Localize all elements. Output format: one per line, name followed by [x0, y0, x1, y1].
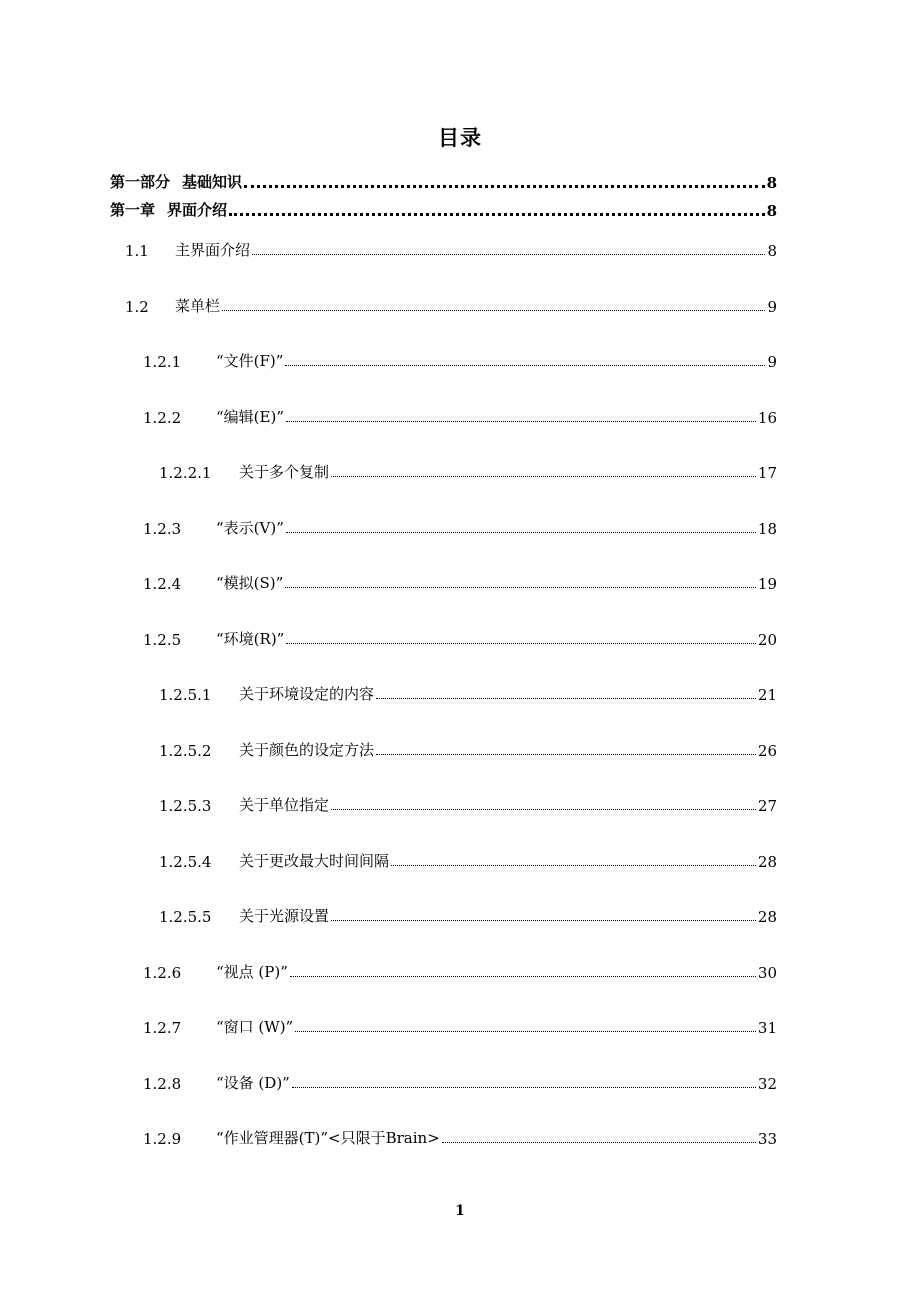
toc-leader-dots [252, 252, 765, 255]
toc-entry-text: “视点 (P)” [216, 963, 288, 981]
toc-entry[interactable] [110, 168, 777, 192]
toc-entry-text: 关于颜色的设定方法 [239, 741, 375, 759]
toc-entry-text: 基础知识 [182, 173, 243, 191]
toc-entry-text: 菜单栏 [175, 297, 221, 315]
toc-entry-number: 1.2.5 [143, 631, 182, 649]
toc-leader-dots [285, 585, 756, 588]
toc-leader-dots [376, 696, 756, 699]
toc-entry-number: 1.2.5.4 [159, 853, 212, 871]
toc-entry-number: 1.2.1 [143, 353, 182, 371]
toc-entry-page: 32 [757, 1075, 777, 1093]
toc-entry-number: 1.2.7 [143, 1019, 182, 1037]
toc-leader-dots [331, 474, 756, 477]
toc-entry-text: “文件(F)” [216, 352, 284, 370]
toc-leader-dots [442, 1140, 756, 1143]
toc-entry-number: 1.2.5.1 [159, 686, 212, 704]
toc-entry-page: 30 [757, 964, 777, 982]
toc-entry-text: 界面介绍 [167, 201, 228, 219]
toc-leader-dots [286, 530, 756, 533]
toc-entry[interactable] [143, 1124, 777, 1148]
toc-entry-page: 33 [757, 1130, 777, 1148]
toc-entry-number: 1.1 [125, 242, 149, 260]
toc-entry-page: 28 [757, 853, 777, 871]
toc-entry-page: 19 [757, 575, 777, 593]
toc-entry-text: “设备 (D)” [216, 1074, 290, 1092]
toc-entry-page: 18 [757, 520, 777, 538]
toc-entry[interactable] [159, 458, 777, 482]
toc-entry-text: “窗口 (W)” [216, 1018, 294, 1036]
toc-entry-number: 1.2 [125, 298, 149, 316]
toc-entry-page: 26 [757, 742, 777, 760]
toc-entry[interactable] [143, 403, 777, 427]
toc-entry-page: 17 [757, 464, 777, 482]
toc-leader-dots [244, 182, 765, 188]
toc-entry[interactable] [143, 569, 777, 593]
toc-leader-dots [222, 308, 765, 311]
toc-entry-text: 主界面介绍 [175, 241, 251, 259]
toc-leader-dots [331, 807, 756, 810]
toc-entry-page: 8 [766, 174, 777, 192]
toc-entry-page: 9 [767, 298, 777, 316]
toc-entry-number: 第一章 [110, 201, 156, 219]
toc-entry[interactable] [143, 1069, 777, 1093]
toc-entry[interactable] [159, 680, 777, 704]
toc-entry[interactable] [159, 902, 777, 926]
toc-leader-dots [391, 863, 756, 866]
toc-leader-dots [286, 641, 756, 644]
toc-entry-text: 关于光源设置 [239, 907, 330, 925]
toc-entry-page: 21 [757, 686, 777, 704]
toc-entry-page: 31 [757, 1019, 777, 1037]
toc-entry[interactable] [143, 958, 777, 982]
toc-entry[interactable] [125, 236, 777, 260]
toc-entry-number: 1.2.9 [143, 1130, 182, 1148]
toc-entry-number: 1.2.2 [143, 409, 182, 427]
toc-entry-text: “作业管理器(T)”<只限于Brain> [216, 1129, 440, 1147]
toc-leader-dots [292, 1085, 756, 1088]
toc-entry[interactable] [159, 736, 777, 760]
toc-entry-text: 关于更改最大时间间隔 [239, 852, 390, 870]
toc-leader-dots [229, 210, 765, 216]
toc-leader-dots [295, 1029, 756, 1032]
toc-leader-dots [286, 419, 756, 422]
toc-leader-dots [290, 974, 756, 977]
toc-entry-number: 1.2.3 [143, 520, 182, 538]
toc-entry-page: 8 [767, 242, 777, 260]
toc-entry-text: 关于环境设定的内容 [239, 685, 375, 703]
toc-entry-text: 关于单位指定 [239, 796, 330, 814]
toc-entry[interactable] [159, 847, 777, 871]
toc-entry[interactable] [159, 791, 777, 815]
toc-entry-text: “编辑(E)” [216, 408, 284, 426]
toc-entry[interactable] [125, 292, 777, 316]
toc-leader-dots [376, 752, 756, 755]
toc-entry-page: 16 [757, 409, 777, 427]
toc-entry-page: 9 [767, 353, 777, 371]
toc-entry-number: 1.2.5.2 [159, 742, 212, 760]
toc-entry[interactable] [143, 347, 777, 371]
toc-entry-text: 关于多个复制 [239, 463, 330, 481]
toc-entry[interactable] [143, 514, 777, 538]
toc-entry-number: 1.2.6 [143, 964, 182, 982]
toc-entry-number: 1.2.5.5 [159, 908, 212, 926]
toc-entry-text: “环境(R)” [216, 630, 285, 648]
toc-entry-number: 1.2.4 [143, 575, 182, 593]
toc-entry[interactable] [143, 1013, 777, 1037]
toc-entry-number: 1.2.2.1 [159, 464, 212, 482]
toc-leader-dots [331, 918, 756, 921]
toc-entry-page: 8 [766, 202, 777, 220]
toc-entry-number: 1.2.5.3 [159, 797, 212, 815]
page-number: 1 [455, 1203, 465, 1219]
toc-entry-number: 1.2.8 [143, 1075, 182, 1093]
toc-entry-page: 28 [757, 908, 777, 926]
toc-entry-number: 第一部分 [110, 173, 171, 191]
toc-entry-page: 27 [757, 797, 777, 815]
toc-entry[interactable] [143, 625, 777, 649]
toc-title: 目录 [438, 125, 482, 150]
toc-entry-text: “表示(V)” [216, 519, 284, 537]
toc-entry-text: “模拟(S)” [216, 574, 284, 592]
toc-entry-page: 20 [757, 631, 777, 649]
toc-leader-dots [285, 363, 765, 366]
toc-entry[interactable] [110, 196, 777, 220]
